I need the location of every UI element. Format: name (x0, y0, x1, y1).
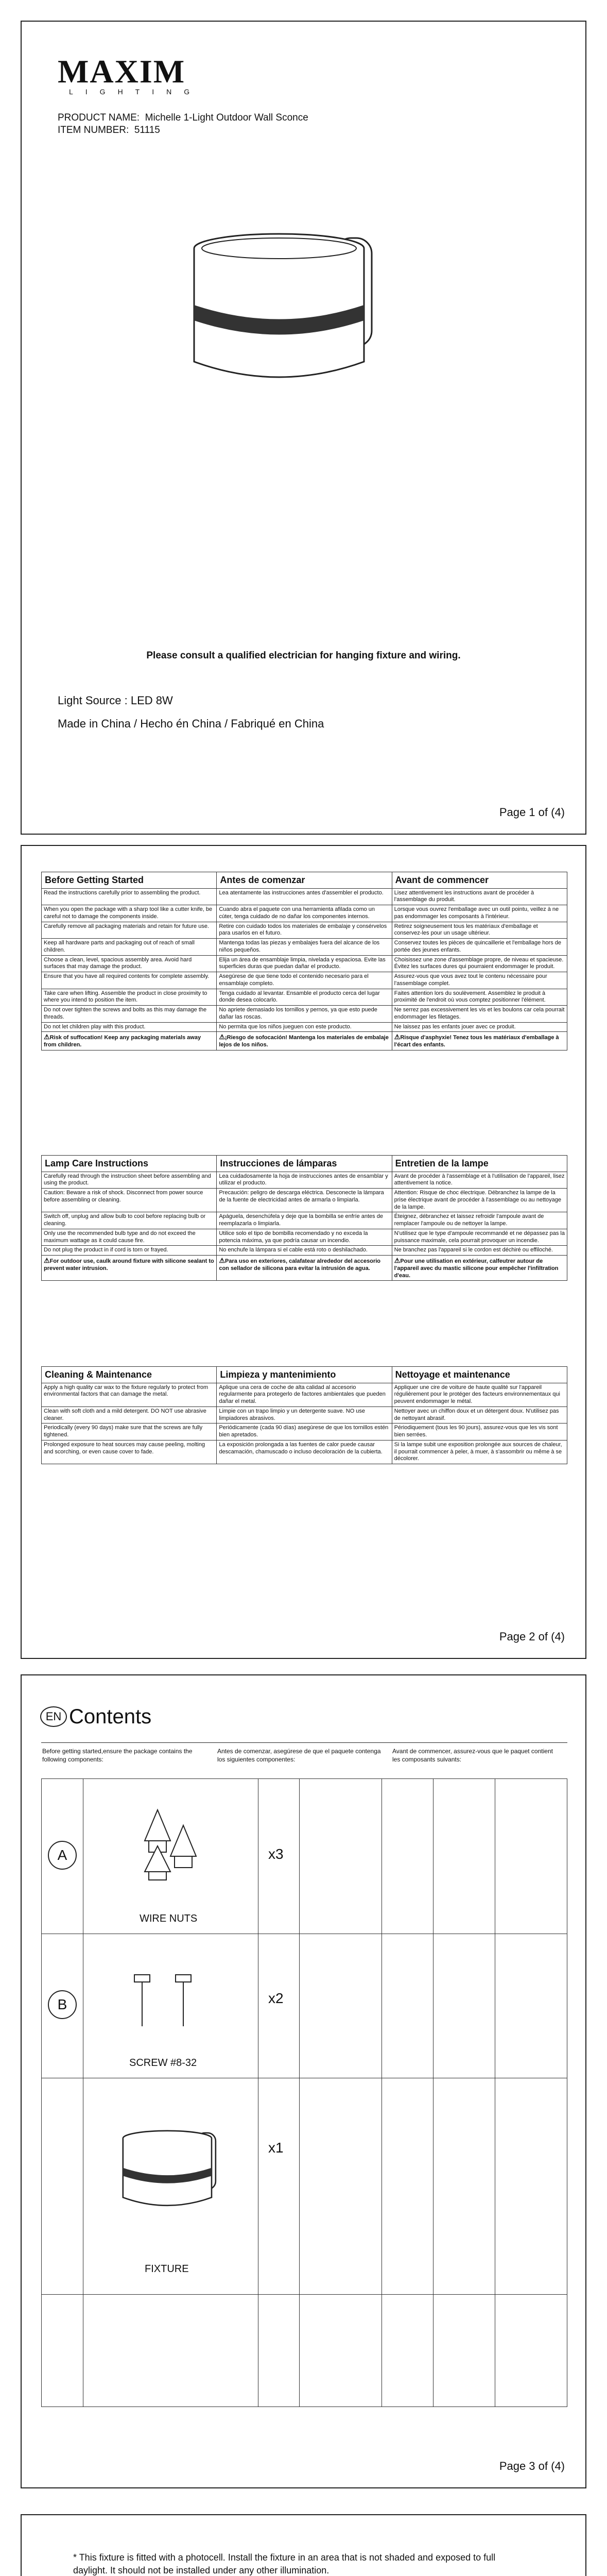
table-row (42, 1383, 567, 1406)
table-cell: Do not plug the product in if cord is torn or frayed. (42, 1246, 217, 1256)
grid-line (299, 1779, 300, 2406)
table-cell: Choisissez une zone d'assemblage propre, de niveau et spacieuse. Évitez les surfaces dures qui pourraient endommager le produit. (392, 955, 567, 972)
table-cell: Prolonged exposure to heat sources may cause peeling, molting and scorching, or even cause cover to fade. (42, 1440, 217, 1464)
table-header: Nettoyage et maintenance (392, 1367, 567, 1383)
part-quantity: x2 (268, 1990, 284, 2006)
table-cell: Aplique una cera de coche de alta calidad al accesorio regularmente para protegerlo de factores ambientales que pueden dañar el metal. (217, 1383, 392, 1406)
part-quantity: x1 (268, 2140, 284, 2156)
language-badge: EN (40, 1706, 67, 1727)
page-1 (21, 21, 586, 835)
table-cell: Faites attention lors du soulèvement. Assemblez le produit à proximité de l'endroit où vous comptez positionner l'élément. (392, 989, 567, 1006)
table-header: Avant de commencer (392, 872, 567, 889)
table-row (42, 1189, 567, 1212)
part-letter: A (48, 1841, 77, 1870)
table-cell: Tenga cuidado al levantar. Ensamble el producto cerca del lugar donde desea colocarlo. (217, 989, 392, 1006)
table-row (42, 955, 567, 972)
table-cell: Switch off, unplug and allow bulb to cool before replacing bulb or cleaning. (42, 1212, 217, 1229)
table-cell: Retirez soigneusement tous les matériaux d'emballage et conservez-les pour un usage ultérieur. (392, 922, 567, 939)
table-cell: Lea atentamente las instrucciones antes d'assembler el producto. (217, 888, 392, 905)
table-cell: ⚠ Risque d'asphyxie! Tenez tous les matériaux d'emballage à l'écart des enfants. (392, 1032, 567, 1050)
fixture-icon (119, 2109, 242, 2232)
product-name-line (58, 112, 308, 124)
table-cell: Si la lampe subit une exposition prolongée aux sources de chaleur, il pourrait commencer à peler, à muer, à s'assombrir ou même à se décolorer. (392, 1440, 567, 1464)
table-row (42, 1440, 567, 1464)
table-cell: Carefully read through the instruction sheet before assembling and using the product. (42, 1172, 217, 1189)
table-cell: Ne branchez pas l'appareil si le cordon est déchiré ou effiloché. (392, 1246, 567, 1256)
page-number: Page 3 of (4) (499, 2460, 565, 2472)
table-cell: ⚠ Risk of suffocation! Keep any packaging materials away from children. (42, 1032, 217, 1050)
photocell-note: * This fixture is fitted with a photocell. Install the fixture in an area that is not shaded and exposed to full daylight. It should not be installed under any other illumination. (73, 2552, 496, 2576)
table-cell: Utilice solo el tipo de bombilla recomendado y no exceda la potencia máxima, ya que podría causar un incendio. (217, 1229, 392, 1246)
page-number: Page 2 of (4) (499, 1630, 565, 1643)
page-number: Page 1 of (4) (499, 806, 565, 819)
table-cell: Apáguela, desenchúfela y deje que la bombilla se enfríe antes de reemplazarla o limpiarla. (217, 1212, 392, 1229)
grid-line (381, 1779, 382, 2406)
light-source: Light Source : LED 8W (58, 694, 173, 707)
table-header: Instrucciones de lámparas (217, 1156, 392, 1172)
table-cell: Nettoyer avec un chiffon doux et un détergent doux. N'utilisez pas de nettoyant abrasif. (392, 1406, 567, 1423)
table-row (42, 939, 567, 956)
table-cell: ⚠ Pour une utilisation en extérieur, calfeutrer autour de l'appareil avec du mastic silicone pour empêcher l'infiltration d'eau. (392, 1256, 567, 1281)
part-name: FIXTURE (145, 2263, 189, 2275)
table-row (42, 1423, 567, 1440)
table-cell: Cuando abra el paquete con una herramienta afilada como un cúter, tenga cuidado de no dañar los componentes internos. (217, 905, 392, 922)
table-cell: No enchufe la lámpara si el cable está roto o deshilachado. (217, 1246, 392, 1256)
table-row (42, 888, 567, 905)
table-cell: Conservez toutes les pièces de quincaillerie et l'emballage hors de portée des jeunes enfants. (392, 939, 567, 956)
table-cell: Assurez-vous que vous avez tout le contenu nécessaire pour l'assemblage complet. (392, 972, 567, 989)
table-cell: Periodically (every 90 days) make sure that the screws are fully tightened. (42, 1423, 217, 1440)
table-cell: Attention: Risque de choc électrique. Débranchez la lampe de la prise électrique avant de procéder à l'assemblage ou au nettoyage de la lampe. (392, 1189, 567, 1212)
lamp-care-table (41, 1155, 567, 1281)
page-title: Contents (69, 1705, 152, 1728)
table-cell: Read the instructions carefully prior to assembling the product. (42, 888, 217, 905)
page-2 (21, 845, 586, 1659)
brand-subtitle: LIGHTING (69, 88, 202, 96)
table-cell: Do not let children play with this product. (42, 1022, 217, 1032)
part-name: SCREW #8-32 (129, 2057, 197, 2069)
brand-logo: MAXIM (58, 53, 186, 90)
table-row (42, 922, 567, 939)
table-cell: Do not over tighten the screws and bolts as this may damage the threads. (42, 1006, 217, 1023)
table-cell: Ensure that you have all required contents for complete assembly. (42, 972, 217, 989)
table-header: Entretien de la lampe (392, 1156, 567, 1172)
table-cell: Precaución: peligro de descarga eléctrica. Desconecte la lámpara de la fuente de electricidad antes de armarla o limpiarla. (217, 1189, 392, 1212)
table-row (42, 1229, 567, 1246)
table-header: Antes de comenzar (217, 872, 392, 889)
made-in: Made in China / Hecho én China / Fabriqué en China (58, 717, 324, 730)
table-cell: Take care when lifting. Assemble the product in close proximity to where you intend to position the item. (42, 989, 217, 1006)
table-cell: ⚠ ¡Riesgo de sofocación! Mantenga los materiales de embalaje lejos de los niños. (217, 1032, 392, 1050)
screw-icon (124, 1964, 217, 2037)
table-cell: Ne laissez pas les enfants jouer avec ce produit. (392, 1022, 567, 1032)
table-row (42, 1006, 567, 1023)
table-cell: ⚠ For outdoor use, caulk around fixture with silicone sealant to prevent water intrusion. (42, 1256, 217, 1281)
table-cell: Périodiquement (tous les 90 jours), assurez-vous que les vis sont bien serrées. (392, 1423, 567, 1440)
table-cell: Avant de procéder à l'assemblage et à l'utilisation de l'appareil, lisez attentivement la notice. (392, 1172, 567, 1189)
item-number: 51115 (134, 125, 160, 135)
table-header: Before Getting Started (42, 872, 217, 889)
part-name: WIRE NUTS (140, 1913, 198, 1924)
table-cell: Choose a clean, level, spacious assembly area. Avoid hard surfaces that may damage the product. (42, 955, 217, 972)
table-header: Cleaning & Maintenance (42, 1367, 217, 1383)
table-cell: N'utilisez que le type d'ampoule recommandé et ne dépassez pas la puissance maximale, cela pourrait provoquer un incendie. (392, 1229, 567, 1246)
table-cell: Ne serrez pas excessivement les vis et les boulons car cela pourrait endommager les filetages. (392, 1006, 567, 1023)
contents-grid (41, 1778, 567, 2407)
wire-nuts-icon (134, 1805, 206, 1882)
table-row (42, 989, 567, 1006)
table-cell: Mantenga todas las piezas y embalajes fuera del alcance de los niños pequeños. (217, 939, 392, 956)
table-header: Lamp Care Instructions (42, 1156, 217, 1172)
table-cell: La exposición prolongada a las fuentes de calor puede causar descamación, chamuscado o incluso decoloración de la cubierta. (217, 1440, 392, 1464)
table-row (42, 905, 567, 922)
table-row (42, 1246, 567, 1256)
item-label: ITEM NUMBER: (58, 125, 129, 135)
table-row (42, 1172, 567, 1189)
table-row (42, 1406, 567, 1423)
before-getting-started-table (41, 872, 567, 1050)
page-3 (21, 1674, 586, 2488)
page-4 (21, 2514, 586, 2576)
title-divider (41, 1742, 567, 1743)
safety-notice: Please consult a qualified electrician for hanging fixture and wiring. (146, 650, 461, 661)
item-number-line (58, 125, 160, 136)
warning-row (42, 1256, 567, 1281)
part-letter: B (48, 1990, 77, 2019)
table-cell: Retire con cuidado todos los materiales de embalaje y consérvelos para usarlos en el futuro. (217, 922, 392, 939)
warning-row (42, 1032, 567, 1050)
table-cell: Periódicamente (cada 90 días) asegúrese de que los tornillos estén bien apretados. (217, 1423, 392, 1440)
table-cell: Asegúrese de que tiene todo el contenido necesario para el ensamblaje completo. (217, 972, 392, 989)
fixture-illustration (186, 207, 423, 413)
table-cell: Keep all hardware parts and packaging out of reach of small children. (42, 939, 217, 956)
table-cell: No permita que los niños jueguen con este producto. (217, 1022, 392, 1032)
table-cell: Clean with soft cloth and a mild detergent. DO NOT use abrasive cleaner. (42, 1406, 217, 1423)
table-cell: Only use the recommended bulb type and do not exceed the maximum wattage as it could cause fire. (42, 1229, 217, 1246)
table-cell: When you open the package with a sharp tool like a cutter knife, be careful not to damage the components inside. (42, 905, 217, 922)
table-cell: Éteignez, débranchez et laissez refroidir l'ampoule avant de remplacer l'ampoule ou de nettoyer la lampe. (392, 1212, 567, 1229)
table-cell: Appliquer une cire de voiture de haute qualité sur l'appareil régulièrement pour le protéger des facteurs environnementaux qui peuvent endommager le métal. (392, 1383, 567, 1406)
grid-line (42, 2294, 567, 2295)
table-cell: No apriete demasiado los tornillos y pernos, ya que esto puede dañar las roscas. (217, 1006, 392, 1023)
part-quantity: x3 (268, 1846, 284, 1862)
table-cell: Lea cuidadosamente la hoja de instrucciones antes de ensamblar y utilizar el producto. (217, 1172, 392, 1189)
table-cell: Limpie con un trapo limpio y un detergente suave. NO use limpiadores abrasivos. (217, 1406, 392, 1423)
intro-es: Antes de comenzar, asegúrese de que el paquete contenga los siguientes componentes: (217, 1748, 381, 1763)
table-cell: Lorsque vous ouvrez l'emballage avec un outil pointu, veillez à ne pas endommager les composants à l'intérieur. (392, 905, 567, 922)
product-name: Michelle 1-Light Outdoor Wall Sconce (145, 112, 308, 123)
table-header: Limpieza y mantenimiento (217, 1367, 392, 1383)
table-cell: Carefully remove all packaging materials and retain for future use. (42, 922, 217, 939)
table-row (42, 972, 567, 989)
product-label: PRODUCT NAME: (58, 112, 140, 123)
table-cell: Caution: Beware a risk of shock. Disconnect from power source before assembling or cleaning. (42, 1189, 217, 1212)
intro-en: Before getting started,ensure the package contains the following components: (42, 1748, 193, 1763)
table-cell: ⚠ Para uso en exteriores, calafatear alrededor del accesorio con sellador de silicona para evitar la intrusión de agua. (217, 1256, 392, 1281)
table-cell: Apply a high quality car wax to the fixture regularly to protect from environmental factors that can damage the metal. (42, 1383, 217, 1406)
intro-fr: Avant de commencer, assurez-vous que le paquet contient les composants suivants: (392, 1748, 553, 1763)
cleaning-maintenance-table (41, 1366, 567, 1464)
table-cell: Lisez attentivement les instructions avant de procéder à l'assemblage du produit. (392, 888, 567, 905)
table-row (42, 1212, 567, 1229)
table-cell: Elija un área de ensamblaje limpia, nivelada y espaciosa. Evite las superficies duras que puedan dañar el producto. (217, 955, 392, 972)
table-row (42, 1022, 567, 1032)
